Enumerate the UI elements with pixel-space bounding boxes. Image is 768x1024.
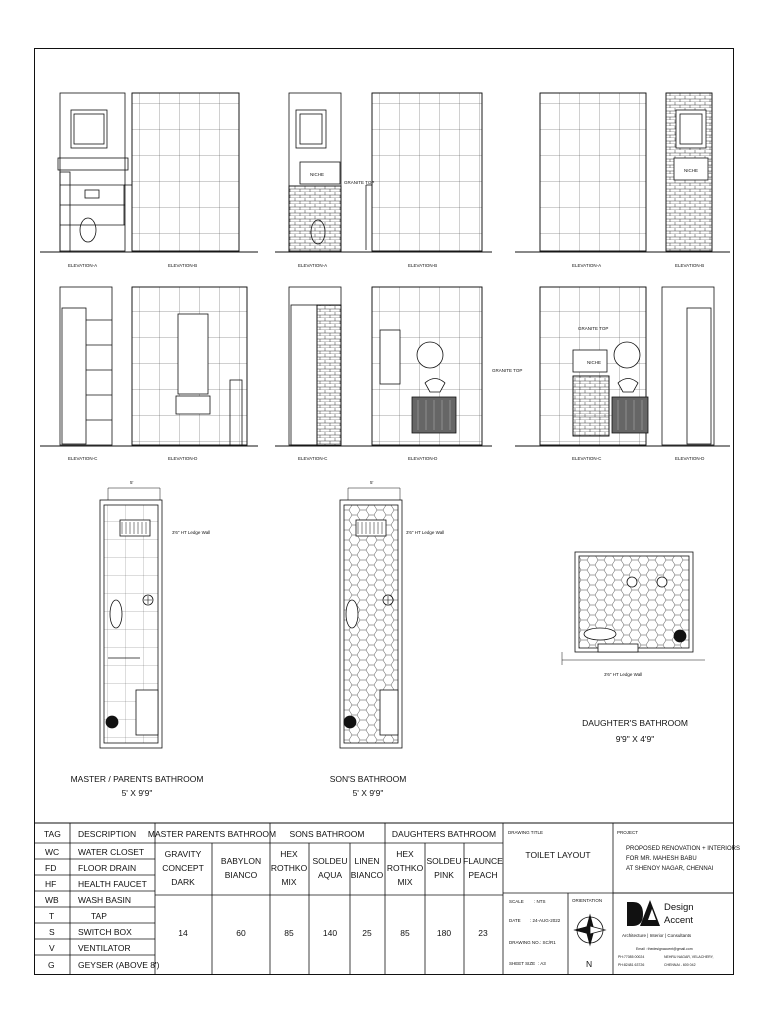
north-label: N [586, 959, 593, 969]
date-label: DATE [509, 918, 521, 923]
elevation-label: ELEVATION-B [408, 263, 438, 268]
sons-bathroom-size: 5' X 9'9" [352, 788, 384, 798]
legend-tag: WB [45, 895, 59, 905]
tile-quantity: 60 [236, 928, 246, 938]
plan-dimension: 5' [130, 480, 134, 485]
legend-description: HEALTH FAUCET [78, 879, 147, 889]
legend-tag: V [49, 943, 55, 953]
north-arrow-icon [575, 915, 605, 945]
sheet-size-value: : A3 [538, 961, 546, 966]
firm-address: CHENNAI - 600 042 [664, 963, 696, 967]
elevation-label: ELEVATION-C [572, 456, 602, 461]
tile-quantity: 85 [400, 928, 410, 938]
granite-top-label: GRANITE TOP [578, 326, 609, 331]
sons-bathroom-title: SON'S BATHROOM [329, 774, 407, 784]
tile-name: BIANCO [350, 870, 384, 880]
elevation-label: ELEVATION-A [68, 263, 98, 268]
tile-group-header: MASTER PARENTS BATHROOM [147, 829, 277, 839]
tile-name: GRAVITY [164, 849, 202, 859]
elevation-label: ELEVATION-B [168, 263, 198, 268]
tile-name: AQUA [317, 870, 343, 880]
tile-name: ROTHKO [386, 863, 424, 873]
legend-tag-header: TAG [44, 829, 61, 839]
legend-tag: G [48, 960, 55, 970]
granite-top-label: GRANITE TOP [492, 368, 523, 373]
legend-description-header: DESCRIPTION [78, 829, 137, 839]
legend-description: GEYSER (ABOVE 8') [78, 960, 160, 970]
elevation-label: ELEVATION-A [572, 263, 602, 268]
drawing-number-label: DRAWING NO. [509, 940, 540, 945]
tile-name: MIX [397, 877, 413, 887]
master-bathroom-title: MASTER / PARENTS BATHROOM [70, 774, 204, 784]
tile-name: PEACH [468, 870, 498, 880]
ledge-wall-note: 3'6" HT Ledge Wall [172, 530, 211, 535]
elevation-label: ELEVATION-B [675, 263, 705, 268]
tile-name: HEX [396, 849, 414, 859]
drawing-title-label: DRAWING TITLE [508, 830, 544, 835]
legend-description: SWITCH BOX [78, 927, 132, 937]
legend-tag: FD [45, 863, 57, 873]
tile-quantity: 14 [178, 928, 188, 938]
legend-tag: T [49, 911, 55, 921]
elevation-label: ELEVATION-D [168, 456, 198, 461]
firm-phone: PH:82481 63726 [618, 963, 645, 967]
tile-group-header: DAUGHTERS BATHROOM [391, 829, 497, 839]
niche-label: NICHE [684, 168, 699, 173]
tile-name: SOLDEU [426, 856, 462, 866]
project-label: PROJECT [617, 830, 639, 835]
scale-value: : NTS [534, 899, 546, 904]
date-value: : 24-AUG-2022 [530, 918, 561, 923]
elevation-row-2 [40, 287, 730, 446]
elevation-label: ELEVATION-D [408, 456, 438, 461]
project-line: PROPOSED RENOVATION + INTERIORS [626, 846, 740, 852]
daughters-bathroom-size: 9'9" X 4'9" [615, 734, 655, 744]
tile-quantity: 180 [436, 928, 452, 938]
tile-name: MIX [281, 877, 297, 887]
granite-top-label: GRANITE TOP [344, 180, 375, 185]
elevation-row-1 [40, 93, 730, 252]
elevation-label: ELEVATION-C [298, 456, 328, 461]
elevation-label: ELEVATION-D [675, 456, 705, 461]
orientation-label: ORIENTATION [572, 898, 603, 903]
tile-name: SOLDEU [312, 856, 348, 866]
elevation-label: ELEVATION-A [298, 263, 328, 268]
legend-tag: S [49, 927, 55, 937]
scale-label: SCALE [509, 899, 524, 904]
tile-name: BIANCO [224, 870, 258, 880]
tile-name: DARK [171, 877, 195, 887]
legend-description: WASH BASIN [78, 895, 132, 905]
ledge-wall-note: 3'6" HT Ledge Wall [604, 672, 643, 677]
daughters-bathroom-plan [562, 552, 705, 665]
ledge-wall-note: 3'6" HT Ledge Wall [406, 530, 445, 535]
niche-label: NICHE [310, 172, 325, 177]
drawing-number-value: : SC/R1 [540, 940, 556, 945]
legend-description: WATER CLOSET [78, 847, 145, 857]
tile-name: FLAUNCE [463, 856, 503, 866]
design-accent-logo-icon [627, 900, 660, 926]
firm-name-line-2: Accent [664, 915, 694, 926]
tile-name: HEX [280, 849, 298, 859]
plan-dimension: 5' [370, 480, 374, 485]
niche-label: NICHE [587, 360, 602, 365]
tile-quantity: 23 [478, 928, 488, 938]
firm-phone: PH:77085 00024 [618, 955, 645, 959]
firm-name-line-1: Design [664, 902, 694, 913]
legend-description: VENTILATOR [78, 943, 131, 953]
sheet-size-label: SHEET SIZE [509, 961, 536, 966]
legend-tag: HF [45, 879, 57, 889]
master-bathroom-plan [100, 488, 162, 748]
firm-address: NEHRU NAGAR, VELACHERY, [664, 955, 714, 959]
daughters-bathroom-title: DAUGHTER'S BATHROOM [582, 718, 688, 728]
firm-tagline: Architecture | Interior | Consultants [622, 933, 692, 938]
tile-quantity: 25 [362, 928, 372, 938]
sons-bathroom-plan [340, 488, 402, 748]
tile-name: PINK [434, 870, 454, 880]
legend-tag: WC [45, 847, 60, 857]
tile-group-header: SONS BATHROOM [289, 829, 365, 839]
tile-quantity: 140 [322, 928, 338, 938]
elevation-label: ELEVATION-C [68, 456, 98, 461]
tile-name: LINEN [354, 856, 380, 866]
master-bathroom-size: 5' X 9'9" [121, 788, 153, 798]
legend-description: FLOOR DRAIN [78, 863, 137, 873]
project-line: FOR MR. MAHESH BABU [626, 856, 697, 862]
tile-name: BABYLON [220, 856, 262, 866]
firm-email: Email : thedesignaccent@gmail.com [636, 947, 693, 951]
drawing-title: TOILET LAYOUT [525, 850, 591, 860]
legend-description: TAP [91, 911, 107, 921]
project-line: AT SHENOY NAGAR, CHENNAI [626, 866, 714, 872]
tile-quantity: 85 [284, 928, 294, 938]
tile-name: ROTHKO [270, 863, 308, 873]
tile-name: CONCEPT [162, 863, 204, 873]
